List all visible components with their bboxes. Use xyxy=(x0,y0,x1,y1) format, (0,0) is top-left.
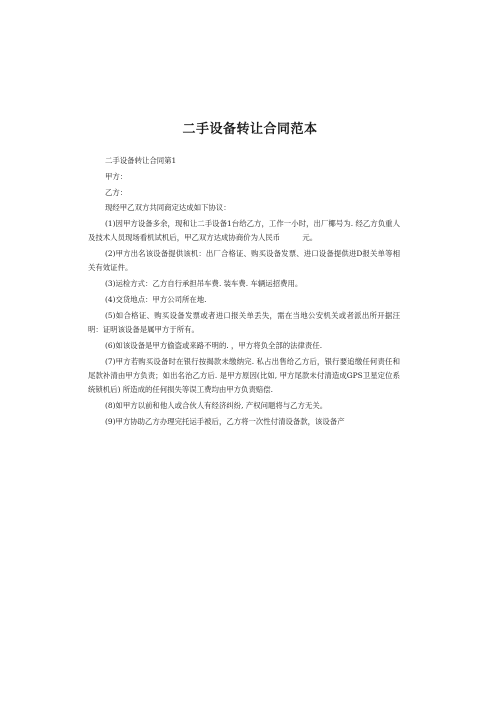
paragraph-intro: 现经甲乙双方共同商定达成如下协议： xyxy=(105,203,231,213)
paragraph-clause-7: (7)甲方若购买设备时在银行按揭款未缴纳完. 私占出售给乙方后，银行要追缴任何责任和尾款补清由甲方负责；如出名治乙方后. 是甲方原因(比如, 甲方尾款未付清造成GPS卫星定位系统锁机后) 所造成的任何损失等误工费均由甲方负责赔偿. xyxy=(88,356,400,394)
document-body xyxy=(88,154,400,430)
paragraph-clause-8: (8)如甲方以前和他人或合伙人有经济纠纷, 产权问题将与乙方无关。 xyxy=(105,400,328,410)
paragraph-clause-2: (2)甲方出名该设备提供该机：出厂合格证、购买设备发票、进口设备提供进D报关单等相关有效证件。 xyxy=(88,249,400,273)
paragraph-clause-1: (1)因甲方设备多余，现和让二手设备1台给乙方，工作一小时，出厂椰号为. 经乙方负重人及技术人员现场看机试机后，甲乙双方达成协商价为人民币 元。 xyxy=(88,219,400,243)
paragraph-party-b: 乙方： xyxy=(105,187,128,197)
paragraph-clause-9: (9)甲方协助乙方办理完托运手被后，乙方将一次性付清设备款，该设备产 xyxy=(105,416,345,426)
paragraph-clause-3: (3)运检方式：乙方自行承担吊车费. 装车费. 车辆运招费用。 xyxy=(105,279,303,289)
paragraph-party-a: 甲方： xyxy=(105,171,128,181)
paragraph-clause-6: (6)如该设备是甲方偷盗或来路不明的. ，甲方将负全部的法律责任. xyxy=(105,340,323,350)
paragraph-heading: 二手设备转让合同第1 xyxy=(105,156,177,165)
document-title: 二手设备转让合同范本 xyxy=(182,122,318,137)
paragraph-clause-5: (5)如合格证、购买设备发票或者进口报关单丢失，需在当地公安机关或者派出所开据汪明：证明该设备是属甲方于所有。 xyxy=(88,310,400,334)
paragraph-clause-4: (4)交货地点：甲方公司所在地. xyxy=(105,294,207,304)
